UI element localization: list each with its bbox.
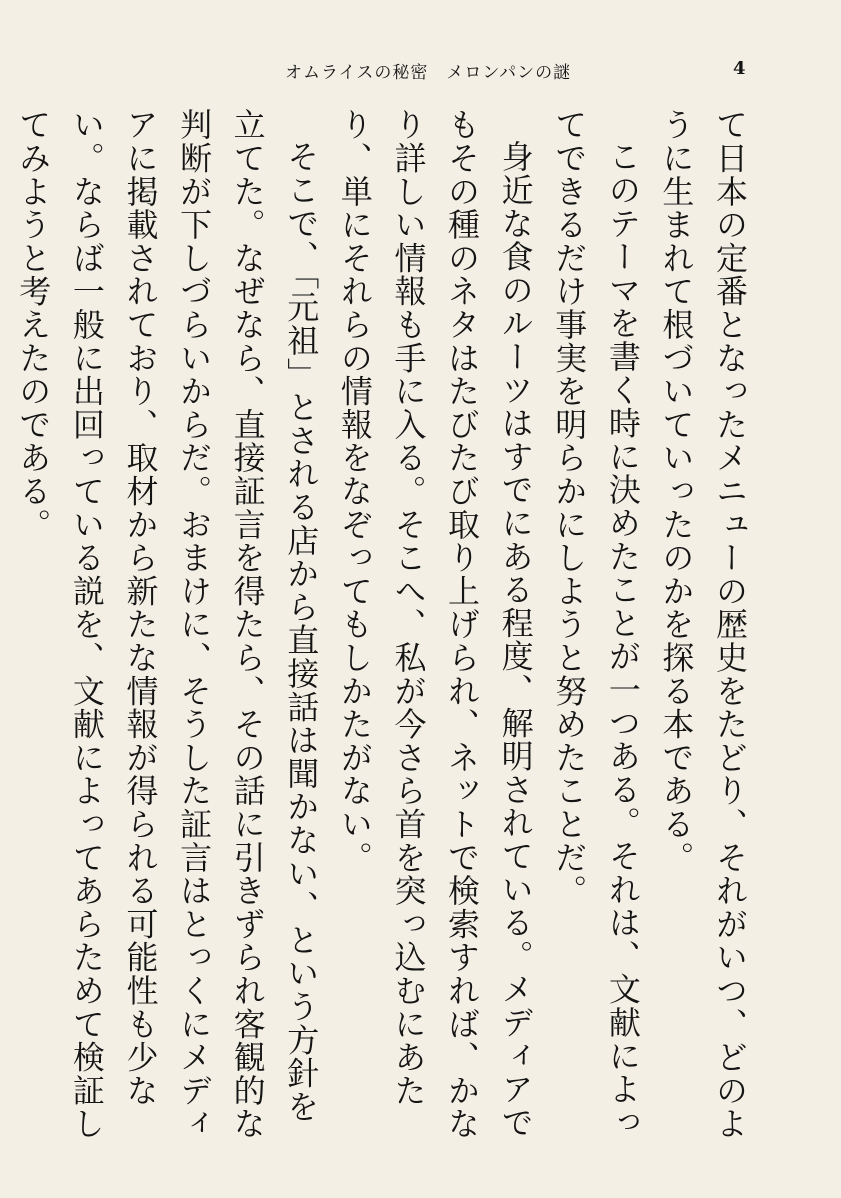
page-number: 4: [733, 58, 746, 79]
paragraph-2: このテーマを書く時に決めたことが一つある。それは、文献によってできるだけ事実を明らかにしようと努めたことだ。: [550, 108, 642, 1139]
paragraph-3: 身近な食のルーツはすでにある程度、解明されている。メディアでもその種のネタはたびたび取り上げられ、ネットで検索すれば、かなり詳しい情報も手に入る。そこへ、私が今さら首を突っ込むにあたり、単にそれらの情報をなぞってもしかたがない。: [335, 108, 535, 1141]
paragraph-4: そこで、「元祖」とされる店から直接話は聞かない、という方針を立てた。なぜなら、直接証言を得たら、その話に引きずられ客観的な判断が下しづらいからだ。おまけに、そうした証言はとっくにメディアに掲載されており、取材から新たな情報が得られる可能性も少ない。ならば一般に出回っている説を、文献によってあらためて検証してみようと考えたのである。: [14, 108, 321, 1141]
book-title: オムライスの秘密 メロンパンの謎: [285, 63, 572, 83]
paragraph-5: [0, 108, 6, 1153]
body-text: [14, 108, 756, 1153]
running-header: [0, 58, 841, 88]
paragraph-1: て日本の定番となったメニューの歴史をたどり、それがいつ、どのように生まれて根づいていったのかを探る本である。: [657, 108, 749, 1141]
